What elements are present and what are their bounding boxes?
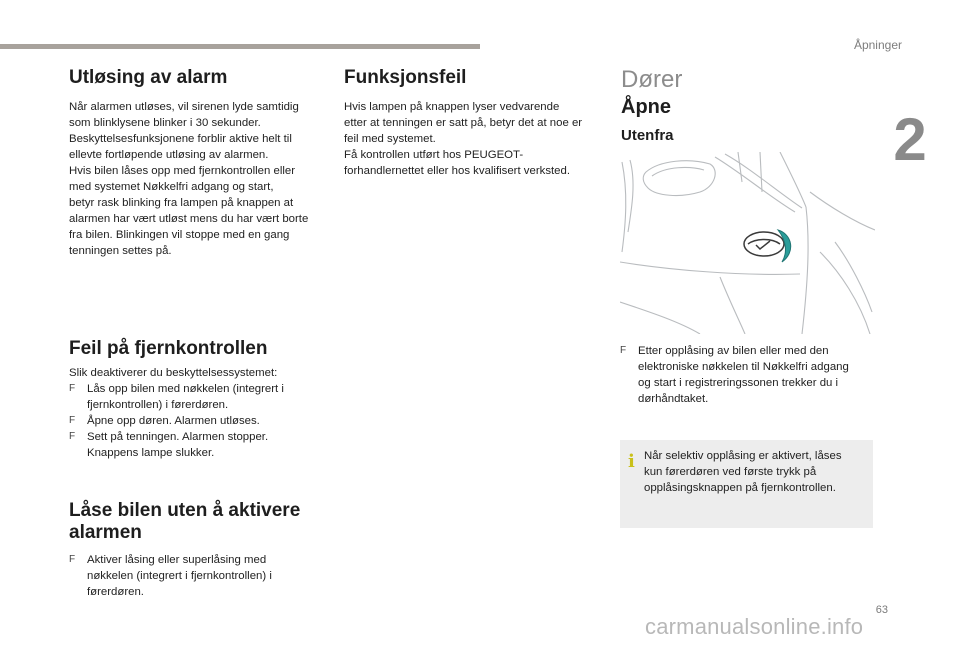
list-item: F Sett på tenningen. Alarmen stopper. Knappens lampe slukker. <box>69 430 269 459</box>
header-rule <box>0 44 480 49</box>
alarm-body: Når alarmen utløses, vil sirenen lyde samtidig som blinklysene blinker i 30 sekunder. Beskyttelsesfunksjonene forblir aktive helt til ellevte fortløpende utløsing av alarmen. Hvis bilen låses opp med fjernkontrollen eller med systemet Nøkkelfri adgang og start, betyr rask blinking fra lampen på knappen at alarmen har vært utløst mens du har vært borte fra bilen. Blinkingen vil stoppe med en gang tenningen settes på. <box>69 100 309 257</box>
fault-section <box>344 67 604 179</box>
list-item: F Aktiver låsing eller superlåsing med nøkkelen (integrert i fjernkontrollen) i førerdøren. <box>69 553 272 598</box>
info-box <box>620 440 873 528</box>
doors-section <box>621 66 881 144</box>
remote-section <box>69 338 339 461</box>
lock-heading: Låse bilen uten å aktivere alarmen <box>69 500 301 543</box>
list-item: F Etter opplåsing av bilen eller med den elektroniske nøkkelen til Nøkkelfri adgang og start i registreringssonen trekker du i dørhåndtaket. <box>620 345 849 405</box>
car-door-drawing <box>620 152 875 334</box>
alarm-section <box>69 67 339 259</box>
bullet-icon: F <box>69 553 76 565</box>
watermark: carmanualsonline.info <box>645 614 864 639</box>
list-item: F Lås opp bilen med nøkkelen (integrert i fjernkontrollen) i førerdøren. <box>69 382 284 411</box>
page-number: 63 <box>875 604 888 616</box>
alarm-heading: Utløsing av alarm <box>69 67 228 88</box>
doors-title: Dører <box>621 66 683 93</box>
door-instructions <box>620 343 874 407</box>
remote-intro: Slik deaktiverer du beskyttelsessystemet: <box>69 366 278 379</box>
fault-heading: Funksjonsfeil <box>344 67 467 88</box>
open-heading: Åpne <box>621 96 671 118</box>
remote-steps <box>69 381 339 461</box>
lock-section <box>69 500 339 600</box>
fault-body: Hvis lampen på knappen lyser vedvarende etter at tenningen er satt på, betyr det at noe er feil med systemet. Få kontrollen utført hos PEUGEOT- forhandlernettet eller hos kvalifisert verksted. <box>344 100 583 177</box>
door-steps <box>620 343 874 407</box>
info-icon: i <box>628 451 635 472</box>
section-label: Åpninger <box>853 38 902 52</box>
lock-steps <box>69 552 339 600</box>
remote-heading: Feil på fjernkontrollen <box>69 338 268 359</box>
bullet-icon: F <box>69 382 76 394</box>
outside-heading: Utenfra <box>621 127 674 144</box>
bullet-icon: F <box>69 430 76 442</box>
info-text: Når selektiv opplåsing er aktivert, låses kun førerdøren ved første trykk på opplåsingsknappen på fjernkontrollen. <box>644 450 842 494</box>
bullet-icon: F <box>69 414 76 426</box>
chapter-number: 2 <box>893 106 927 173</box>
door-handle-illustration <box>620 152 875 334</box>
bullet-icon: F <box>620 345 627 356</box>
list-item: F Åpne opp døren. Alarmen utløses. <box>69 414 260 427</box>
